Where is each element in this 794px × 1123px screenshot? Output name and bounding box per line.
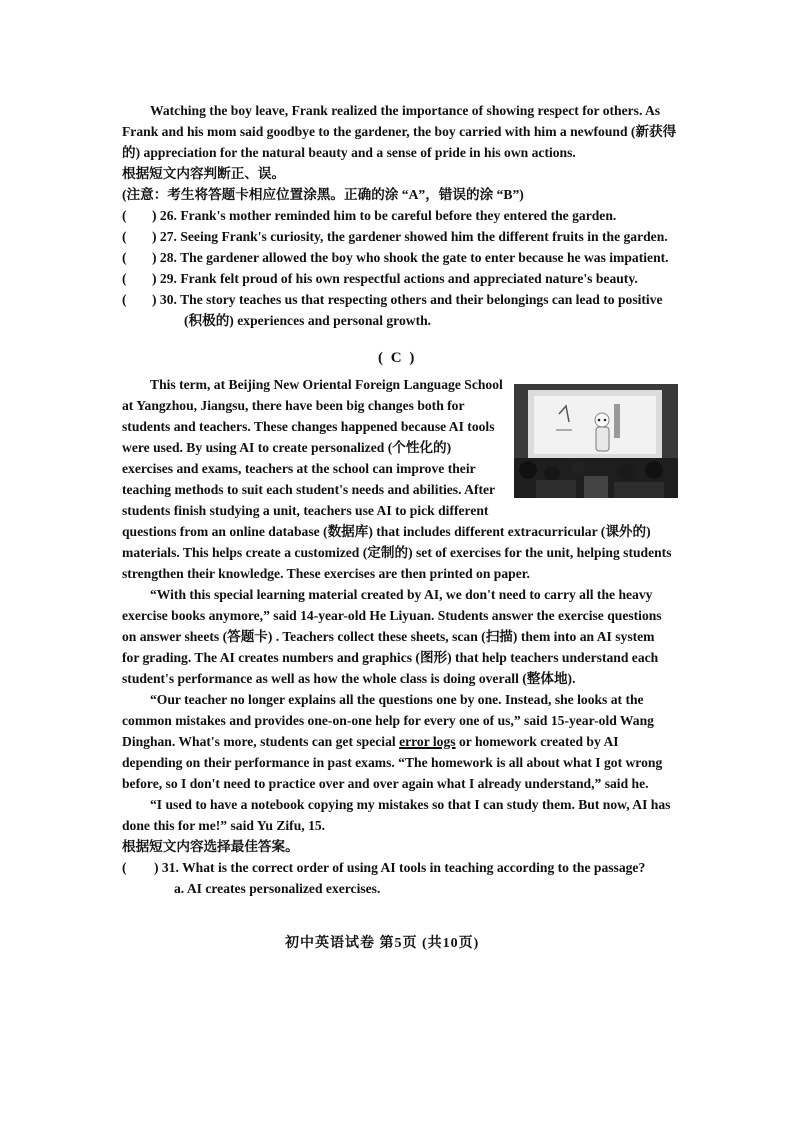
passage-c-p1-line-8: questions from an online database (数据库) that includes different extracurricular (课外的) — [122, 524, 651, 539]
mc-question-31: ( ) 31. What is the correct order of using AI tools in teaching according to the passage? — [122, 857, 645, 878]
passage-c-p1-line-3: students and teachers. These changes happened because AI tools — [122, 419, 495, 434]
tf-question-27: ( ) 27. Seeing Frank's curiosity, the gardener showed him the different fruits in the garden. — [122, 226, 668, 247]
passage-c-p1-line-2: at Yangzhou, Jiangsu, there have been big changes both for — [122, 398, 465, 413]
tf-question-30: ( ) 30. The story teaches us that respecting others and their belongings can lead to positive — [122, 289, 663, 310]
passage-c-p1-line-5: exercises and exams, teachers at the school can improve their — [122, 461, 476, 476]
passage-c-p3-line-5: before, so I don't need to practice over and over again what I already understand,” said he. — [122, 776, 649, 791]
passage-c-p2-line-4: for grading. The AI creates numbers and graphics (图形) that help teachers understand each — [122, 650, 659, 665]
passage-c-p1-line-10: strengthen their knowledge. These exercises are then printed on paper. — [122, 566, 530, 581]
passage-c-p3-line-1: “Our teacher no longer explains all the questions one by one. Instead, she looks at the — [150, 692, 644, 707]
passage-c-p1-line-9: materials. This helps create a customized (定制的) set of exercises for the unit, helping students — [122, 545, 672, 560]
passage-c-p2-line-1: “With this special learning material created by AI, we don't need to carry all the heavy — [150, 587, 653, 602]
passage-c-p2-line-2: exercise books anymore,” said 14-year-old He Liyuan. Students answer the exercise questions — [122, 608, 662, 623]
answer-paren: ( — [122, 860, 127, 875]
mc-instruction: 根据短文内容选择最佳答案。 — [122, 839, 299, 854]
passage-c-p1-line-6: teaching methods to suit each student's needs and abilities. After — [122, 482, 496, 497]
underlined-term: error logs — [399, 734, 456, 749]
passage-c-p1-line-4: were used. By using AI to create personalized (个性化的) — [122, 440, 452, 455]
passage-c-p4-line-1: “I used to have a notebook copying my mistakes so that I can study them. But now, AI has — [150, 797, 671, 812]
answer-paren: ( — [122, 271, 127, 286]
passage-c-p2-line-5: student's performance as well as how the whole class is doing overall (整体地). — [122, 671, 576, 686]
section-title-c: ( C ) — [378, 350, 417, 366]
mc-question-31-step-a: a. AI creates personalized exercises. — [174, 881, 381, 896]
passage-c-p3-line-4: depending on their performance in past exams. “The homework is all about what I got wrong — [122, 755, 663, 770]
answer-paren: ( — [122, 250, 127, 265]
tf-question-30-continued: (积极的) experiences and personal growth. — [184, 313, 432, 328]
page-footer: 初中英语试卷 第5页 (共10页) — [285, 936, 480, 951]
tf-instruction: 根据短文内容判断正、误。 — [122, 166, 286, 181]
tf-note: (注意：考生将答题卡相应位置涂黑。正确的涂 “A”，错误的涂 “B”) — [122, 187, 524, 202]
answer-paren: ( — [122, 229, 127, 244]
tf-question-26: ( ) 26. Frank's mother reminded him to be careful before they entered the garden. — [122, 205, 616, 226]
classroom-photo — [514, 384, 678, 498]
passage-b-line-1: Watching the boy leave, Frank realized the importance of showing respect for others. As — [150, 103, 661, 118]
answer-paren: ( — [122, 292, 127, 307]
passage-c-p3-line-3: Dinghan. What's more, students can get special error logs or homework created by AI — [122, 734, 619, 749]
passage-c-p1-line-7: students finish studying a unit, teachers use AI to pick different — [122, 503, 489, 518]
tf-question-28: ( ) 28. The gardener allowed the boy who shook the gate to enter because he was impatient. — [122, 247, 669, 268]
passage-b-line-2: Frank and his mom said goodbye to the gardener, the boy carried with him a newfound (新获得 — [122, 124, 677, 139]
passage-c-p1-line-1: This term, at Beijing New Oriental Foreign Language School — [150, 377, 503, 392]
answer-paren: ( — [122, 208, 127, 223]
tf-question-29: ( ) 29. Frank felt proud of his own respectful actions and appreciated nature's beauty. — [122, 268, 638, 289]
passage-b-line-3: 的) appreciation for the natural beauty and a sense of pride in his own actions. — [122, 145, 576, 160]
passage-c-p2-line-3: on answer sheets (答题卡) . Teachers collect these sheets, scan (扫描) them into an AI system — [122, 629, 655, 644]
passage-c-p3-line-2: common mistakes and provides one-on-one help for every one of us,” said 15-year-old Wang — [122, 713, 654, 728]
passage-c-p4-line-2: done this for me!” said Yu Zifu, 15. — [122, 818, 326, 833]
